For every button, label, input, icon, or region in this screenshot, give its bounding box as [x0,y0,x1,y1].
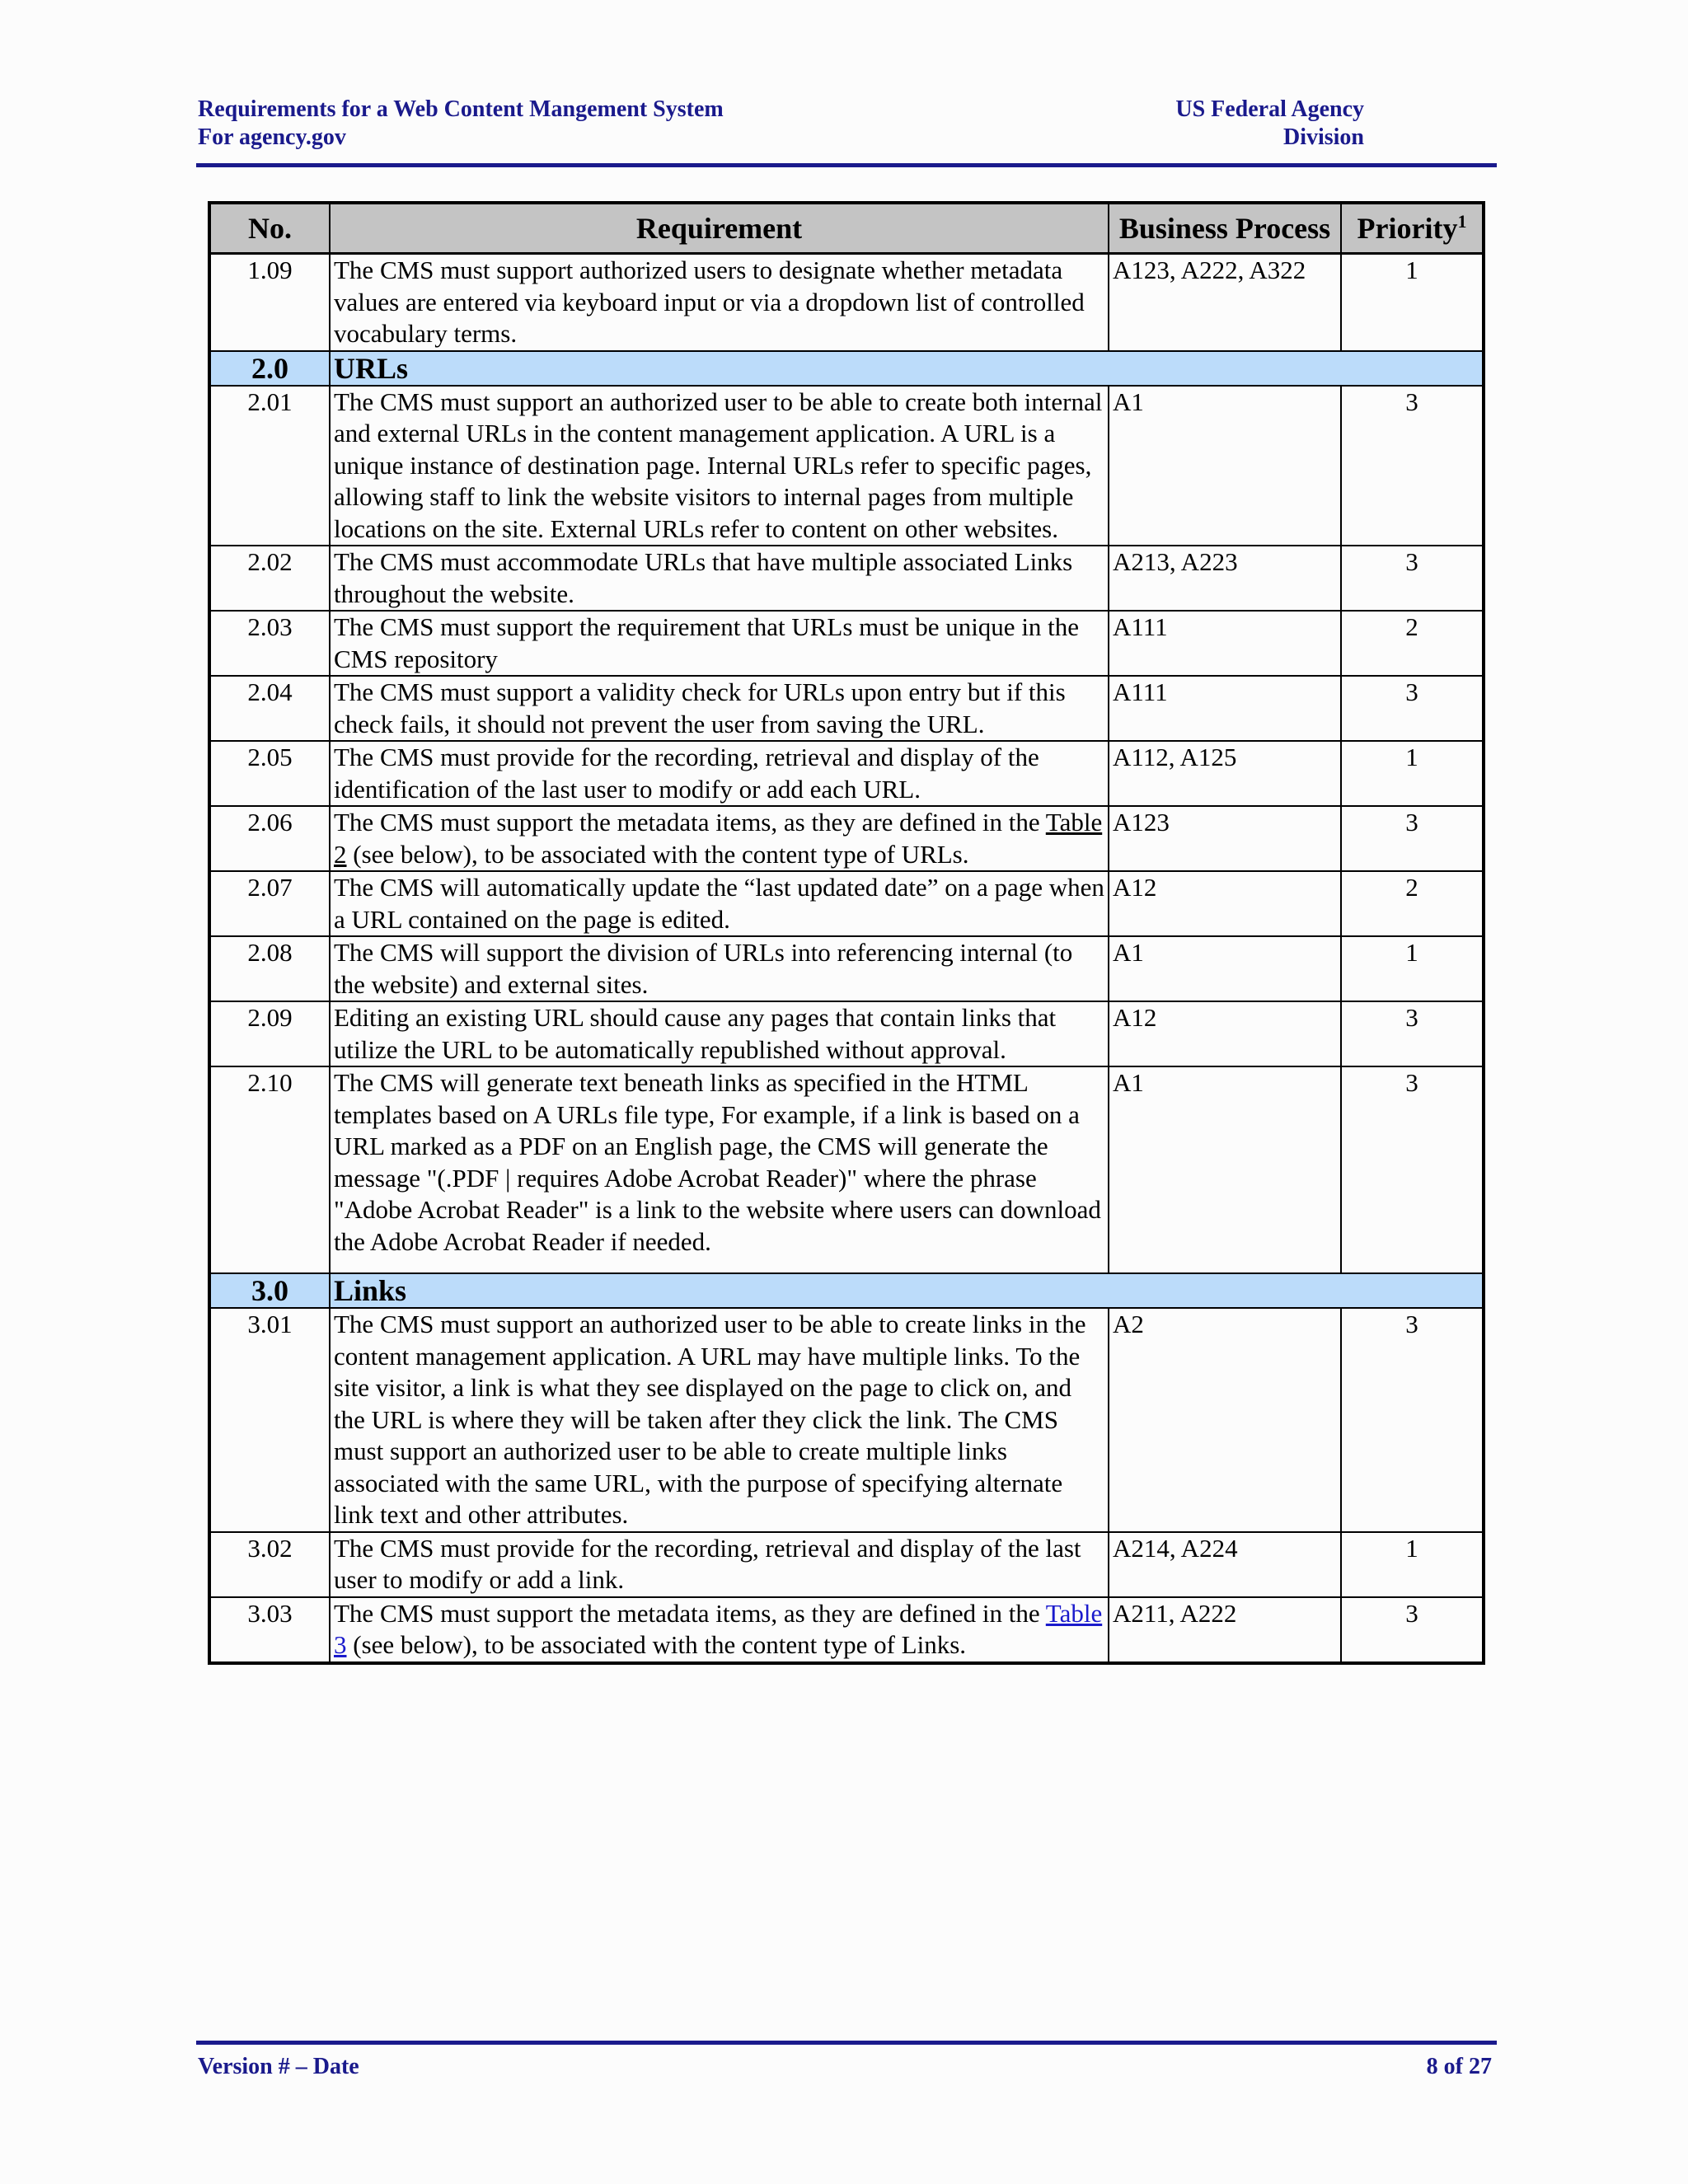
table-row [209,254,1484,351]
req-number: 2.01 [209,386,330,546]
req-priority: 3 [1341,386,1484,546]
table-3-link[interactable]: Table 3 [334,1598,1103,1659]
column-header-priority [1341,203,1484,254]
req-number: 2.08 [209,936,330,1001]
req-business-process: A1 [1109,1066,1341,1273]
req-text-before-link: The CMS must support the metadata items, as they are defined in the [334,808,1046,837]
req-text: Editing an existing URL should cause any pages that contain links that utilize the URL to be automatically republished without approval. [330,1001,1109,1066]
req-business-process: A12 [1109,871,1341,936]
req-text: The CMS will generate text beneath links as specified in the HTML templates based on A URLs file type, For example, if a link is based on a URL marked as a PDF on an English page, the CMS will generate the message "(.PDF | requires Adobe Acrobat Reader)" where the phrase "Adobe Acrobat Reader" is a link to the website where users can download the Adobe Acrobat Reader if needed. [330,1066,1109,1273]
req-priority: 3 [1341,1001,1484,1066]
table-header-row [209,203,1484,254]
req-text: The CMS must support an authorized user to be able to create links in the content management application. A URL may have multiple links. To the site visitor, a link is what they see displayed on the page to click on, and the URL is where they will be taken after they click the link. The CMS must support an authorized user to be able to create multiple links associated with the same URL, with the purpose of specifying alternate link text and other attributes. [330,1308,1109,1532]
priority-footnote-marker: 1 [1457,210,1467,232]
footer-version: Version # – Date [198,2054,359,2079]
req-business-process: A1 [1109,936,1341,1001]
req-text: The CMS must accommodate URLs that have multiple associated Links throughout the website. [330,546,1109,611]
req-number: 2.09 [209,1001,330,1066]
table-row [209,871,1484,936]
req-priority: 3 [1341,1066,1484,1273]
req-text [330,806,1109,871]
table-row [209,741,1484,806]
req-business-process: A111 [1109,611,1341,676]
req-business-process: A12 [1109,1001,1341,1066]
req-text: The CMS must support the requirement that URLs must be unique in the CMS repository [330,611,1109,676]
requirements-table [208,201,1485,1665]
req-number: 2.02 [209,546,330,611]
section-number: 3.0 [209,1273,330,1308]
table-row [209,1066,1484,1273]
req-priority: 3 [1341,546,1484,611]
column-header-requirement: Requirement [330,203,1109,254]
table-row [209,386,1484,546]
footer-rule [196,2041,1497,2045]
req-number: 1.09 [209,254,330,351]
table-row [209,611,1484,676]
req-number: 2.07 [209,871,330,936]
req-business-process: A112, A125 [1109,741,1341,806]
req-number: 3.02 [209,1532,330,1597]
req-priority: 1 [1341,254,1484,351]
req-text-after-link: (see below), to be associated with the content type of URLs. [346,839,969,869]
req-text: The CMS must support authorized users to designate whether metadata values are entered via keyboard input or via a dropdown list of controlled vocabulary terms. [330,254,1109,351]
table-row [209,1001,1484,1066]
req-text: The CMS will support the division of URLs into referencing internal (to the website) and external sites. [330,936,1109,1001]
header-site: For agency.gov [198,124,346,150]
req-business-process: A2 [1109,1308,1341,1532]
req-priority: 3 [1341,1597,1484,1663]
header-division: Division [1282,124,1364,150]
req-business-process: A214, A224 [1109,1532,1341,1597]
header-agency: US Federal Agency [1175,96,1364,122]
req-text: The CMS must support an authorized user to be able to create both internal and external URLs in the content management application. A URL is a unique instance of destination page. Internal URLs refer to specific pages, allowing staff to link the website visitors to internal pages from multiple locations on the site. External URLs refer to content on other websites. [330,386,1109,546]
section-number: 2.0 [209,351,330,386]
req-number: 2.03 [209,611,330,676]
header-left [198,96,724,152]
table-row [209,936,1484,1001]
table-2-link[interactable]: Table 2 [334,808,1103,869]
req-priority: 1 [1341,1532,1484,1597]
header-document-title: Requirements for a Web Content Mangement System [198,96,724,122]
req-priority: 1 [1341,741,1484,806]
req-text-before-link: The CMS must support the metadata items, as they are defined in the [334,1598,1046,1628]
req-priority: 2 [1341,871,1484,936]
req-business-process: A111 [1109,676,1341,741]
column-header-no: No. [209,203,330,254]
header-rule [196,163,1497,167]
section-title: URLs [330,351,1484,386]
req-number: 2.06 [209,806,330,871]
req-priority: 3 [1341,1308,1484,1532]
table-row [209,1308,1484,1532]
req-number: 2.10 [209,1066,330,1273]
req-text: The CMS must support a validity check for URLs upon entry but if this check fails, it should not prevent the user from saving the URL. [330,676,1109,741]
table-row [209,1597,1484,1663]
req-text [330,1597,1109,1663]
priority-label: Priority [1357,211,1458,245]
table-row [209,546,1484,611]
req-priority: 3 [1341,676,1484,741]
req-number: 2.05 [209,741,330,806]
table-row [209,1532,1484,1597]
req-business-process: A213, A223 [1109,546,1341,611]
table-row [209,806,1484,871]
req-business-process: A123 [1109,806,1341,871]
req-number: 2.04 [209,676,330,741]
table-row [209,676,1484,741]
page-number: 8 of 27 [1426,2054,1492,2079]
req-text: The CMS will automatically update the “last updated date” on a page when a URL contained on the page is edited. [330,871,1109,936]
req-number: 3.01 [209,1308,330,1532]
section-title: Links [330,1273,1484,1308]
section-row-links [209,1273,1484,1308]
req-text: The CMS must provide for the recording, retrieval and display of the last user to modify or add a link. [330,1532,1109,1597]
req-priority: 1 [1341,936,1484,1001]
req-business-process: A1 [1109,386,1341,546]
req-priority: 2 [1341,611,1484,676]
column-header-business-process: Business Process [1109,203,1341,254]
req-priority: 3 [1341,806,1484,871]
req-text: The CMS must provide for the recording, retrieval and display of the identification of the last user to modify or add each URL. [330,741,1109,806]
req-business-process: A123, A222, A322 [1109,254,1341,351]
req-text-after-link: (see below), to be associated with the content type of Links. [346,1630,967,1659]
req-number: 3.03 [209,1597,330,1663]
section-row-urls [209,351,1484,386]
header-right [1175,96,1364,152]
req-business-process: A211, A222 [1109,1597,1341,1663]
